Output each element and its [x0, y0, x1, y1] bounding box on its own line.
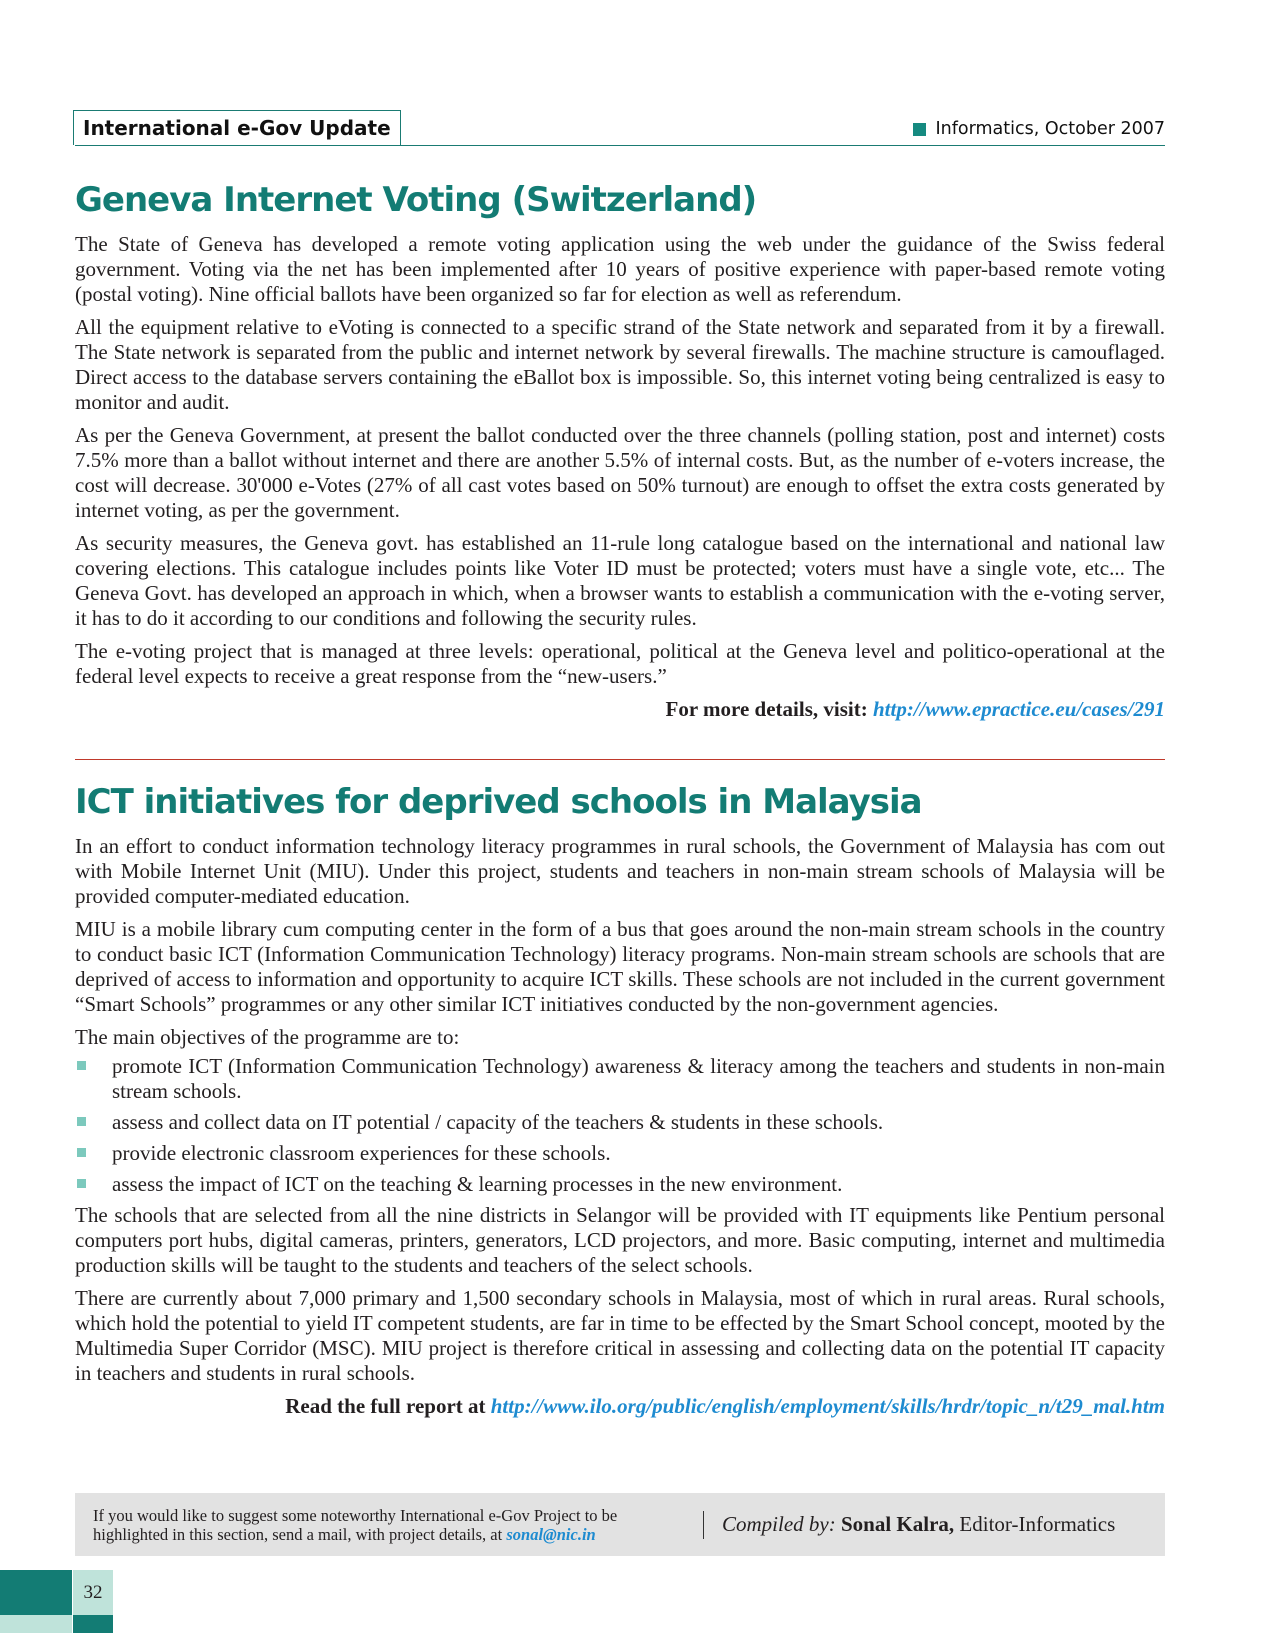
- square-bullet-icon: [77, 1148, 86, 1157]
- list-item: assess the impact of ICT on the teaching & learning processes in the new environment.: [75, 1172, 1165, 1197]
- page-corner-block: [0, 1570, 72, 1615]
- more-details-label: For more details, visit:: [665, 697, 868, 721]
- suggestion-note: If you would like to suggest some noteworthy International e-Gov Project to be highlighted in this section, send a mail, with project details, at sonal@nic.in: [93, 1505, 618, 1544]
- paragraph: As security measures, the Geneva govt. has established an 11-rule long catalogue based on the international and national law covering elections. This catalogue includes points like Voter ID must be protected; voters must have a single vote, etc... The Geneva Govt. has developed an approach in which, when a browser wants to establish a communication with the e-voting server, it has to do it according to our conditions and following the security rules.: [75, 531, 1165, 630]
- article-title: ICT initiatives for deprived schools in Malaysia: [75, 782, 922, 822]
- issue-text: Informatics, October 2007: [935, 119, 1165, 139]
- full-report: [75, 1394, 1165, 1419]
- article-title: Geneva Internet Voting (Switzerland): [75, 180, 757, 220]
- square-bullet-icon: [77, 1117, 86, 1126]
- full-report-label: Read the full report at: [285, 1394, 486, 1418]
- list-item: promote ICT (Information Communication Technology) awareness & literacy among the teachers and students in non-main stream schools.: [75, 1054, 1165, 1104]
- issue-label: [913, 119, 1166, 139]
- section-tag: International e-Gov Update: [73, 110, 401, 145]
- vertical-separator: [703, 1511, 704, 1539]
- paragraph: There are currently about 7,000 primary and 1,500 secondary schools in Malaysia, most of which in rural areas. Rural schools, which hold the potential to yield IT competent students, are far in time to be effected by the Smart School concept, mooted by the Multimedia Super Corridor (MSC). MIU project is therefore critical in assessing and collecting data on the potential IT capacity in teachers and students in rural schools.: [75, 1286, 1165, 1385]
- article-geneva: [75, 178, 1165, 722]
- section-divider: [75, 759, 1165, 760]
- paragraph: The State of Geneva has developed a remote voting application using the web under the guidance of the Swiss federal government. Voting via the net has been implemented after 10 years of positive experience with paper-based remote voting (postal voting). Nine official ballots have been organized so far for election as well as referendum.: [75, 232, 1165, 306]
- square-bullet-icon: [77, 1179, 86, 1188]
- list-item: provide electronic classroom experiences for these schools.: [75, 1141, 1165, 1166]
- page-number: 32: [73, 1570, 113, 1615]
- page-corner-block: [73, 1615, 113, 1633]
- objectives-list: [75, 1054, 1165, 1197]
- paragraph: All the equipment relative to eVoting is connected to a specific strand of the State network and separated from it by a firewall. The State network is separated from the public and internet network by several firewalls. The machine structure is camouflaged. Direct access to the database servers containing the eBallot box is impossible. So, this internet voting being centralized is easy to monitor and audit.: [75, 315, 1165, 414]
- full-report-link[interactable]: http://www.ilo.org/public/english/employment/skills/hrdr/topic_n/t29_mal.htm: [490, 1394, 1165, 1418]
- more-details-link[interactable]: http://www.epractice.eu/cases/291: [872, 697, 1165, 721]
- email-link[interactable]: sonal@nic.in: [506, 1524, 596, 1544]
- square-bullet-icon: [77, 1061, 86, 1070]
- article-malaysia: [75, 780, 1165, 1419]
- suggestion-box: [75, 1493, 1165, 1556]
- more-details: [75, 697, 1165, 722]
- paragraph: The schools that are selected from all the nine districts in Selangor will be provided with IT equipments like Pentium personal computers port hubs, digital cameras, printers, generators, LCD projectors, and more. Basic computing, internet and multimedia production skills will be taught to the students and teachers of the select schools.: [75, 1203, 1165, 1277]
- paragraph: The main objectives of the programme are to:: [75, 1025, 460, 1049]
- square-bullet-icon: [913, 123, 926, 136]
- page-corner-block: [0, 1615, 72, 1633]
- paragraph: MIU is a mobile library cum computing center in the form of a bus that goes around the non-main stream schools in the country to conduct basic ICT (Information Communication Technology) literacy programs. Non-main stream schools are schools that are deprived of access to information and opportunity to acquire ICT skills. These schools are not included in the current government “Smart Schools” programmes or any other similar ICT initiatives conducted by the non-government agencies.: [75, 917, 1165, 1016]
- compiled-by: Compiled by: Sonal Kalra, Editor-Informatics: [722, 1512, 1116, 1536]
- paragraph: As per the Geneva Government, at present the ballot conducted over the three channels (polling station, post and internet) costs 7.5% more than a ballot without internet and there are another 5.5% of internal costs. But, as the number of e-voters increase, the cost will decrease. 30'000 e-Votes (27% of all cast votes based on 50% turnout) are enough to offset the extra costs generated by internet voting, as per the government.: [75, 423, 1165, 522]
- list-item: assess and collect data on IT potential / capacity of the teachers & students in these schools.: [75, 1110, 1165, 1135]
- paragraph: In an effort to conduct information technology literacy programmes in rural schools, the Government of Malaysia has com out with Mobile Internet Unit (MIU). Under this project, students and teachers in non-main stream schools of Malaysia will be provided computer-mediated education.: [75, 834, 1165, 908]
- paragraph: The e-voting project that is managed at three levels: operational, political at the Geneva level and politico-operational at the federal level expects to receive a great response from the “new-users.”: [75, 639, 1165, 688]
